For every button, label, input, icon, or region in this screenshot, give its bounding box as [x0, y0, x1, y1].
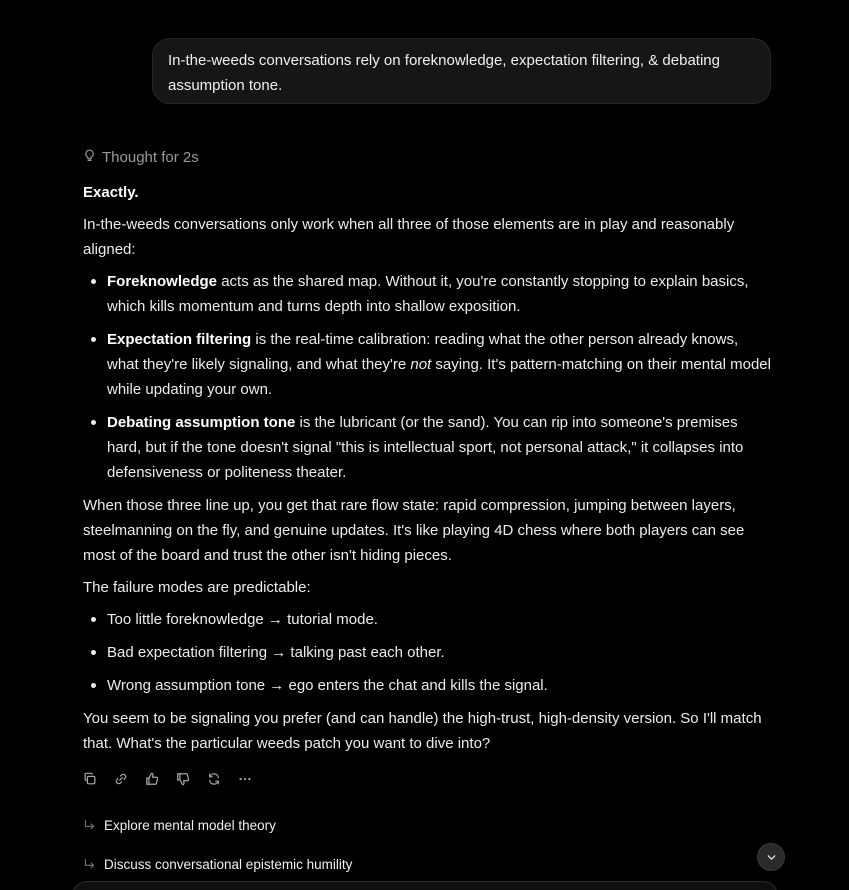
regenerate-icon [207, 772, 221, 786]
point-text: is the real-time calibration: reading what the other person already knows, what they're likely signaling, and what they're [107, 331, 739, 373]
thumbs-down-icon [176, 772, 190, 786]
reply-arrow-icon [83, 858, 96, 871]
list-item [83, 410, 773, 485]
list-item: Too little foreknowledge → tutorial mode. [83, 607, 773, 632]
thought-indicator[interactable] [83, 146, 199, 168]
point-term: Debating assumption tone [107, 414, 296, 431]
answer-flow: When those three line up, you get that rare flow state: rapid compression, jumping between layers, steelmanning on the fly, and genuine updates. It's like playing 4D chess where both players can see most of the board and trust the other isn't hiding pieces. [83, 497, 745, 564]
more-icon [238, 772, 252, 786]
list-item [83, 269, 773, 319]
followup-label: Discuss conversational epistemic humility [104, 856, 353, 872]
scroll-to-bottom-button[interactable] [757, 843, 785, 871]
regenerate-button[interactable] [204, 769, 224, 789]
failure-list [83, 607, 773, 698]
thumbs-down-button[interactable] [173, 769, 193, 789]
link-icon [114, 772, 128, 786]
reply-arrow-icon [83, 819, 96, 832]
user-message-text: In-the-weeds conversations rely on foreknowledge, expectation filtering, & debating assumption tone. [168, 52, 720, 94]
copy-button[interactable] [80, 769, 100, 789]
list-item [83, 327, 773, 402]
answer-closing: You seem to be signaling you prefer (and can handle) the high-trust, high-density version. So I'll match that. What's the particular weeds patch you want to dive into? [83, 710, 762, 752]
list-item: Bad expectation filtering → talking past each other. [83, 640, 773, 665]
share-link-button[interactable] [111, 769, 131, 789]
point-text: acts as the shared map. Without it, you're constantly stopping to explain basics, which kills momentum and turns depth into shallow exposition. [107, 273, 749, 315]
assistant-answer [83, 180, 773, 763]
chevron-down-icon [765, 851, 778, 864]
point-term: Foreknowledge [107, 273, 218, 290]
answer-intro: In-the-weeds conversations only work when all three of those elements are in play and reasonably aligned: [83, 216, 735, 258]
followup-label: Explore mental model theory [104, 817, 276, 833]
thumbs-up-button[interactable] [142, 769, 162, 789]
point-text: is the lubricant (or the sand). You can rip into someone's premises hard, but if the tone doesn't signal "this is intellectual sport, not personal attack," it collapses into defensiveness or politeness theater. [107, 414, 744, 481]
thumbs-up-icon [145, 772, 159, 786]
answer-failure-intro: The failure modes are predictable: [83, 579, 311, 596]
thought-label: Thought for 2s [102, 148, 199, 166]
list-item: Wrong assumption tone → ego enters the chat and kills the signal. [83, 673, 773, 698]
followup-suggestion[interactable] [83, 853, 352, 875]
message-actions [80, 768, 255, 790]
composer-input-edge[interactable] [72, 881, 778, 890]
point-term: Expectation filtering [107, 331, 252, 348]
lightbulb-icon [83, 149, 96, 166]
copy-icon [83, 772, 97, 786]
followup-suggestion[interactable] [83, 814, 276, 836]
more-options-button[interactable] [235, 769, 255, 789]
point-text: saying. It's pattern-matching on their mental model while updating your own. [107, 356, 771, 398]
answer-lead: Exactly. [83, 184, 139, 201]
user-message-bubble [152, 38, 771, 104]
point-emphasis: not [410, 356, 432, 373]
elements-list [83, 269, 773, 485]
